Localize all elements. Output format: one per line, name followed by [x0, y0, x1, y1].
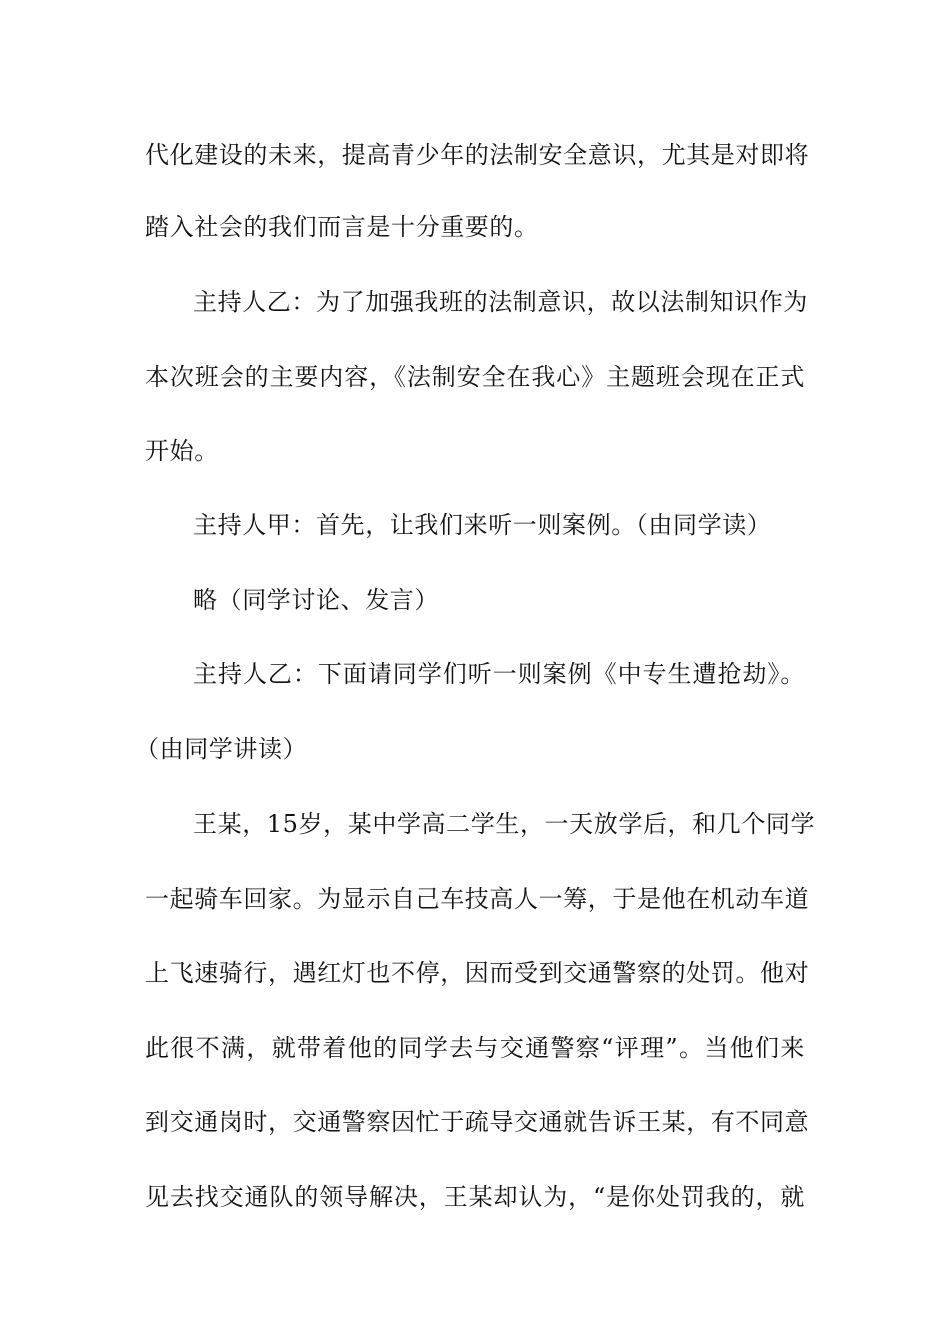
- text-line-3: 主持人乙：为了加强我班的法制意识，故以法制知识作为: [193, 288, 808, 316]
- text-line-15: 见去找交通队的领导解决，王某却认为，“是你处罚我的，就: [145, 1183, 805, 1211]
- text-line-7: 略（同学讨论、发言）: [193, 586, 439, 614]
- text-line-14: 到交通岗时，交通警察因忙于疏导交通就告诉王某，有不同意: [145, 1108, 810, 1136]
- text-line-10: 王某，15岁，某中学高二学生，一天放学后，和几个同学: [193, 810, 816, 838]
- text-line-9: （由同学讲读）: [135, 735, 308, 763]
- text-line-2: 踏入社会的我们而言是十分重要的。: [145, 213, 539, 241]
- text-line-5: 开始。: [145, 437, 219, 465]
- text-line-13: 此很不满，就带着他的同学去与交通警察“评理”。当他们来: [145, 1034, 805, 1062]
- text-line-8: 主持人乙：下面请同学们听一则案例《中专生遭抢劫》。: [193, 660, 805, 688]
- text-line-1: 代化建设的未来，提高青少年的法制安全意识，尤其是对即将: [145, 141, 810, 169]
- text-line-4: 本次班会的主要内容，《法制安全在我心》主题班会现在正式: [145, 363, 805, 391]
- text-line-6: 主持人甲：首先，让我们来听一则案例。（由同学读）: [193, 511, 772, 539]
- text-line-12: 上飞速骑行，遇红灯也不停，因而受到交通警察的处罚。他对: [145, 959, 810, 987]
- text-line-11: 一起骑车回家。为显示自己车技高人一筹，于是他在机动车道: [145, 885, 810, 913]
